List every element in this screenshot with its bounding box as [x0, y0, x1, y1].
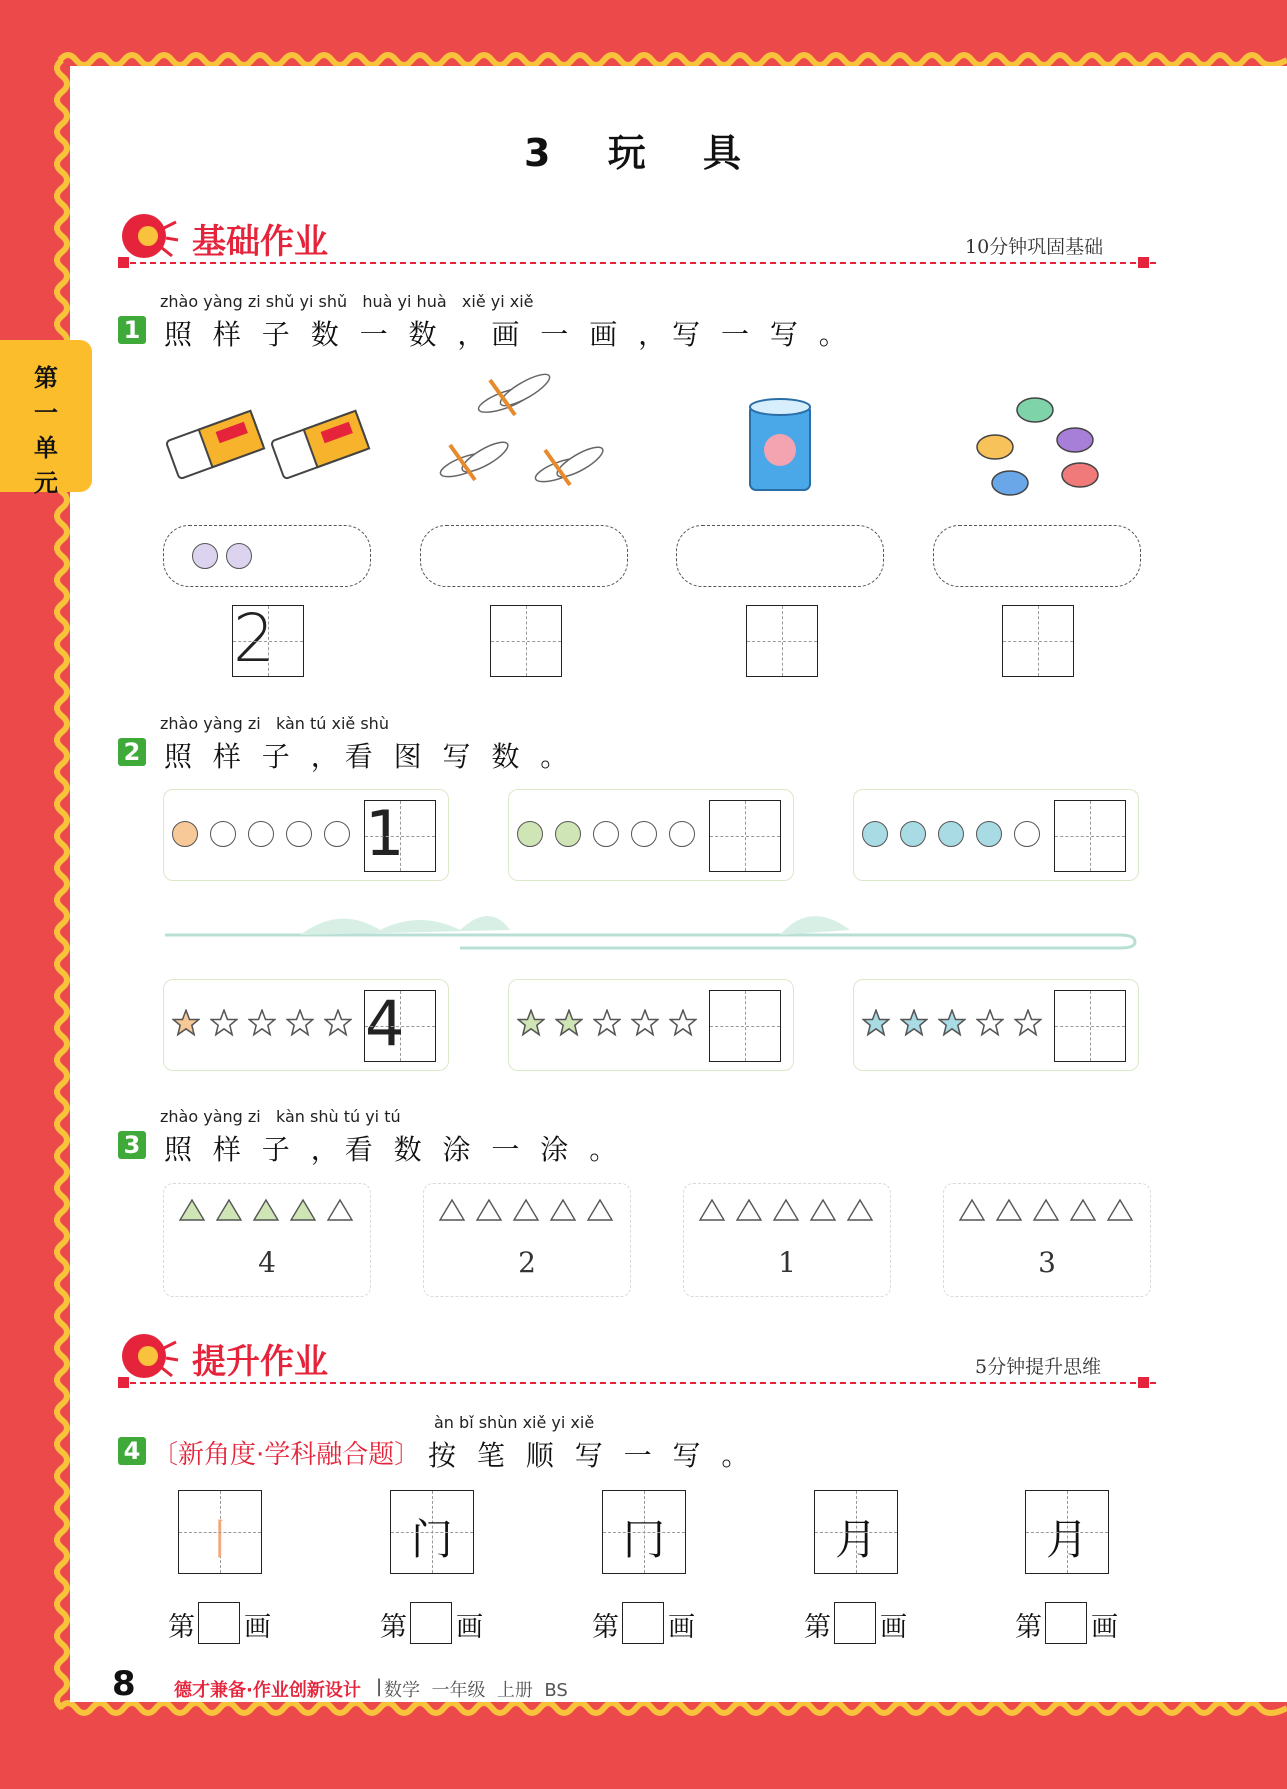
triangle-icon[interactable] [995, 1198, 1023, 1222]
stroke-answer-box[interactable] [834, 1602, 876, 1644]
side-tab-char: 单 [34, 434, 58, 462]
target-number: 2 [518, 1246, 536, 1279]
stroke-answer-box[interactable] [622, 1602, 664, 1644]
example-dot [226, 543, 252, 569]
stroke-char: 冂 [622, 1515, 665, 1564]
count-card [508, 789, 794, 881]
circle-icon [248, 821, 274, 847]
circle-icon [593, 821, 619, 847]
circle-icon [900, 821, 926, 847]
star-icon [555, 1009, 583, 1037]
section-note-basic: 10分钟巩固基础 [965, 236, 1104, 258]
circle-icon [1014, 821, 1040, 847]
circle-icon [669, 821, 695, 847]
example-answer: 2 [233, 600, 275, 677]
side-tab-char: 一 [34, 399, 58, 427]
stroke-answer-box[interactable] [410, 1602, 452, 1644]
count-card [853, 979, 1139, 1071]
eraser-image [165, 395, 375, 495]
example-answer: 4 [365, 987, 405, 1060]
triangle-icon[interactable] [549, 1198, 577, 1222]
section-divider [120, 262, 1156, 264]
triangle-icon[interactable] [698, 1198, 726, 1222]
stroke-char-box [1025, 1490, 1109, 1574]
circle-icon [517, 821, 543, 847]
q3-number: 3 [118, 1131, 146, 1159]
unit-side-tab [0, 340, 92, 497]
lamp-icon [118, 1330, 180, 1382]
q2-pinyin: zhào yàng zi kàn tú xiě shù [160, 714, 389, 733]
q1-pinyin: zhào yàng zi shǔ yi shǔ huà yi huà xiě yi xiě [160, 292, 534, 311]
star-icon [1014, 1009, 1042, 1037]
section-title-basic: 基础作业 [192, 222, 328, 262]
section-note-advanced: 5分钟提升思维 [975, 1356, 1102, 1378]
answer-box[interactable] [709, 990, 781, 1062]
stroke-label-right: 画 [456, 1612, 483, 1643]
answer-box[interactable] [490, 605, 562, 677]
draw-area[interactable] [420, 525, 628, 587]
star-icon [210, 1009, 238, 1037]
triangle-icon[interactable] [512, 1198, 540, 1222]
star-icon [324, 1009, 352, 1037]
example-answer: 1 [365, 797, 405, 870]
stroke-label-right: 画 [244, 1612, 271, 1643]
q4-pinyin: àn bǐ shùn xiě yi xiě [434, 1413, 595, 1432]
circle-icon [938, 821, 964, 847]
stroke-char-box [602, 1490, 686, 1574]
triangle-icon[interactable] [809, 1198, 837, 1222]
triangle-icon[interactable] [958, 1198, 986, 1222]
star-icon [593, 1009, 621, 1037]
page-number: 8 [112, 1664, 136, 1704]
star-icon [938, 1009, 966, 1037]
q4-number: 4 [118, 1437, 146, 1465]
count-card [508, 979, 794, 1071]
answer-box[interactable] [1054, 800, 1126, 872]
q4-text: 按 笔 顺 写 一 写 。 [428, 1439, 756, 1472]
section-divider [120, 1382, 1156, 1384]
circle-icon [286, 821, 312, 847]
color-card [683, 1183, 891, 1297]
answer-box[interactable] [232, 600, 304, 677]
side-tab-char: 元 [34, 469, 58, 497]
draw-area[interactable] [163, 525, 371, 587]
stroke-label-left: 第 [1015, 1612, 1042, 1643]
stroke-label-right: 画 [668, 1612, 695, 1643]
candy-image [965, 385, 1110, 505]
scenery-divider [160, 900, 1140, 960]
star-icon [976, 1009, 1004, 1037]
star-icon [517, 1009, 545, 1037]
stroke-char-box [178, 1490, 262, 1574]
star-icon [631, 1009, 659, 1037]
color-card [943, 1183, 1151, 1297]
divider-end-cap [118, 257, 129, 268]
triangle-icon [215, 1198, 243, 1222]
triangle-icon [252, 1198, 280, 1222]
stroke-label-left: 第 [592, 1612, 619, 1643]
triangle-icon[interactable] [846, 1198, 874, 1222]
stroke-label-left: 第 [380, 1612, 407, 1643]
lamp-icon [118, 210, 180, 262]
circle-icon [555, 821, 581, 847]
count-card [163, 979, 449, 1071]
triangle-icon[interactable] [735, 1198, 763, 1222]
target-number: 3 [1038, 1246, 1056, 1279]
stroke-char-box [390, 1490, 474, 1574]
circle-icon [172, 821, 198, 847]
dragonfly-image [425, 365, 625, 510]
star-icon [862, 1009, 890, 1037]
color-card [163, 1183, 371, 1297]
circle-icon [976, 821, 1002, 847]
q1-number: 1 [118, 316, 146, 344]
triangle-icon[interactable] [772, 1198, 800, 1222]
stroke-char: 丨 [198, 1515, 241, 1564]
stroke-answer-box[interactable] [1045, 1602, 1087, 1644]
answer-box[interactable] [746, 605, 818, 677]
draw-area[interactable] [933, 525, 1141, 587]
triangle-icon[interactable] [1106, 1198, 1134, 1222]
triangle-icon[interactable] [1032, 1198, 1060, 1222]
footer-info: 数学 一年级 上册 BS [384, 1680, 568, 1701]
draw-area[interactable] [676, 525, 884, 587]
divider-end-cap [1138, 257, 1149, 268]
page-title: 3 玩 具 [524, 131, 763, 175]
count-card [853, 789, 1139, 881]
answer-box[interactable] [364, 797, 436, 872]
q4-tag: 〔新角度·学科融合题〕 [152, 1440, 421, 1470]
divider-end-cap [1138, 1377, 1149, 1388]
color-card [423, 1183, 631, 1297]
toy-can-image [745, 395, 815, 500]
q2-text: 照 样 子 ，看 图 写 数 。 [164, 740, 575, 773]
triangle-icon[interactable] [1069, 1198, 1097, 1222]
stroke-label-right: 画 [1091, 1612, 1118, 1643]
stroke-answer-box[interactable] [198, 1602, 240, 1644]
star-icon [248, 1009, 276, 1037]
answer-box[interactable] [1002, 605, 1074, 677]
stroke-label-right: 画 [880, 1612, 907, 1643]
stroke-char: 门 [410, 1515, 453, 1564]
q1-text: 照 样 子 数 一 数 ，画 一 画 ，写 一 写 。 [164, 318, 853, 351]
triangle-icon[interactable] [586, 1198, 614, 1222]
target-number: 1 [778, 1246, 796, 1279]
circle-icon [324, 821, 350, 847]
count-card [163, 789, 449, 881]
stroke-char: 月 [834, 1515, 877, 1564]
star-icon [669, 1009, 697, 1037]
q3-pinyin: zhào yàng zi kàn shù tú yi tú [160, 1107, 401, 1126]
triangle-icon[interactable] [475, 1198, 503, 1222]
answer-box[interactable] [364, 987, 436, 1062]
footer-separator: | [376, 1676, 383, 1697]
stroke-char: 月 [1045, 1515, 1088, 1564]
target-number: 4 [258, 1246, 276, 1279]
circle-icon [862, 821, 888, 847]
circle-icon [210, 821, 236, 847]
triangle-icon [326, 1198, 354, 1222]
star-icon [900, 1009, 928, 1037]
triangle-icon [289, 1198, 317, 1222]
section-title-advanced: 提升作业 [192, 1342, 328, 1382]
circle-icon [631, 821, 657, 847]
stroke-label-left: 第 [804, 1612, 831, 1643]
divider-end-cap [118, 1377, 129, 1388]
example-dot [192, 543, 218, 569]
q2-number: 2 [118, 738, 146, 766]
answer-box[interactable] [709, 800, 781, 872]
triangle-icon[interactable] [438, 1198, 466, 1222]
triangle-icon [178, 1198, 206, 1222]
star-icon [286, 1009, 314, 1037]
footer-brand: 德才兼备·作业创新设计 [174, 1680, 361, 1701]
stroke-char-box [814, 1490, 898, 1574]
q3-text: 照 样 子 ，看 数 涂 一 涂 。 [164, 1133, 624, 1166]
stroke-label-left: 第 [168, 1612, 195, 1643]
side-tab-char: 第 [34, 364, 58, 392]
star-icon [172, 1009, 200, 1037]
answer-box[interactable] [1054, 990, 1126, 1062]
